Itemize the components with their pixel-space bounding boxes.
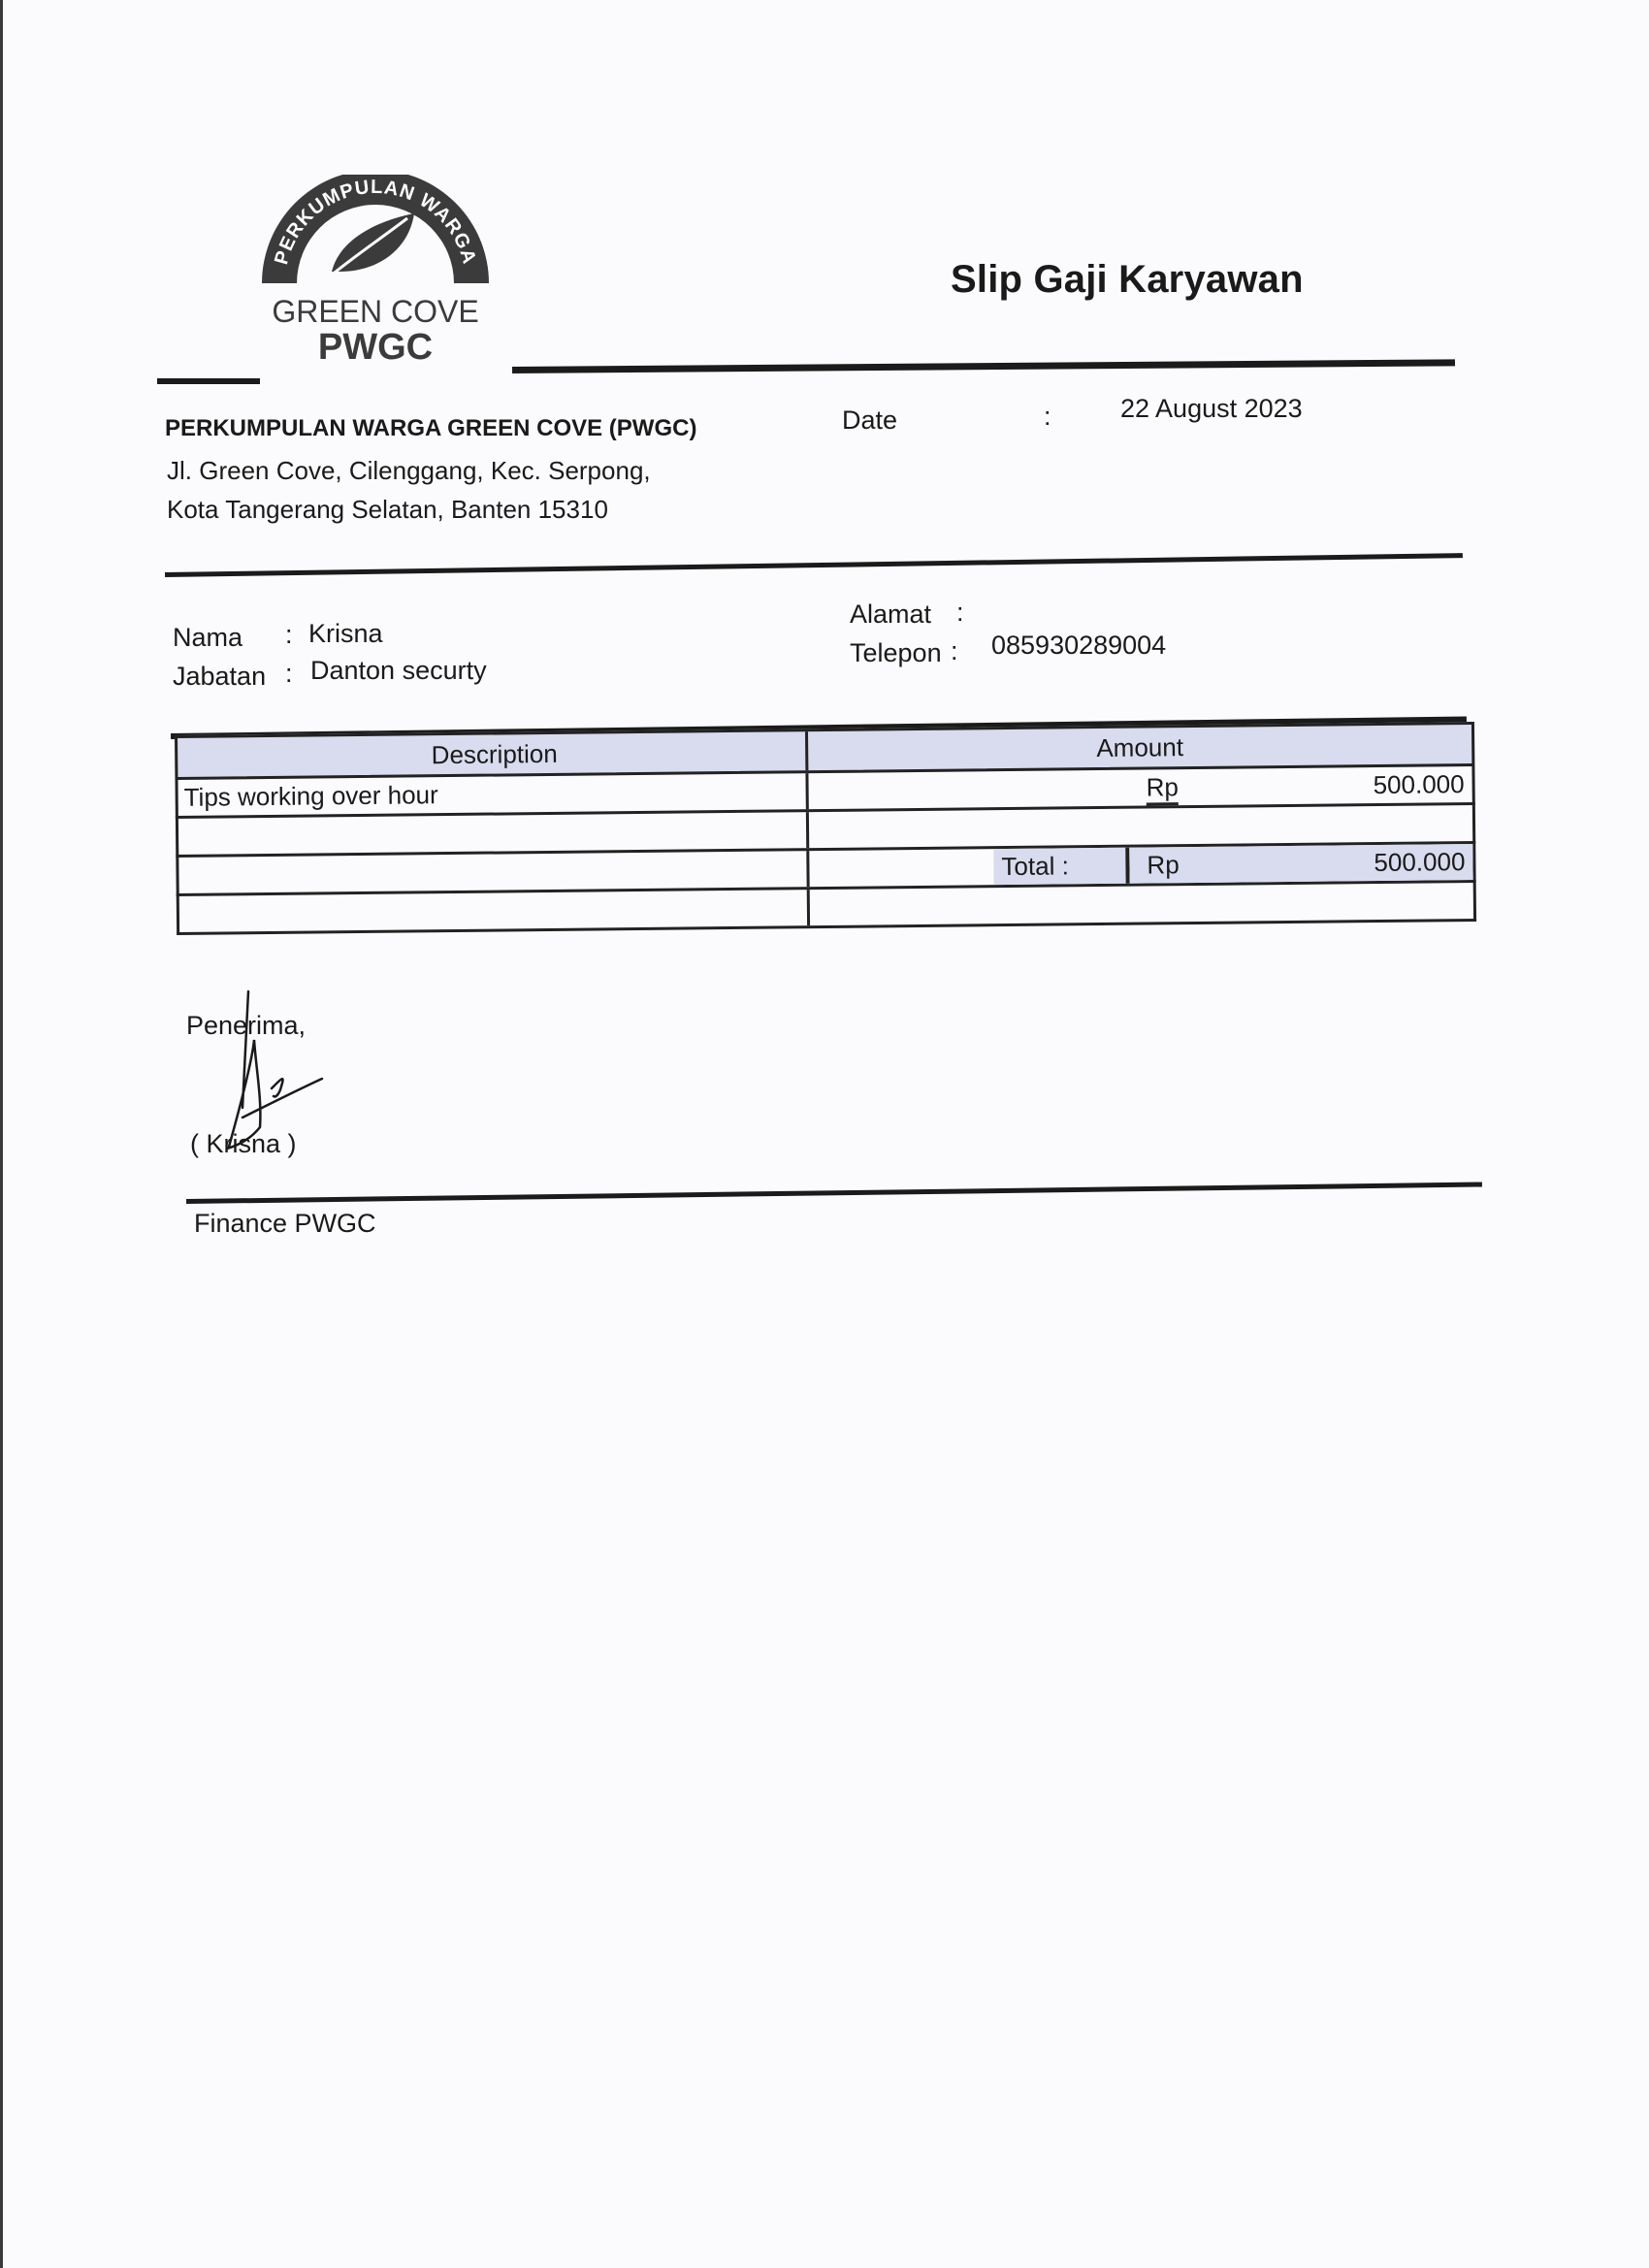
date-value: 22 August 2023: [1120, 394, 1303, 423]
employee-phone-value: 085930289004: [991, 631, 1167, 660]
rule-short-left: [157, 378, 260, 384]
row-description: [179, 890, 810, 932]
organization-name: PERKUMPULAN WARGA GREEN COVE (PWGC): [165, 415, 697, 441]
row-amount-cell: [809, 805, 1472, 848]
organization-address-line2: Kota Tangerang Selatan, Banten 15310: [167, 495, 608, 524]
row-amount-value: 500.000: [1373, 769, 1465, 800]
logo-emblem: [254, 175, 497, 369]
logo-line2: PWGC: [317, 327, 434, 368]
receiver-label: Penerima,: [186, 1011, 307, 1040]
total-currency: Rp: [1147, 850, 1180, 880]
total-amount-value: 500.000: [1374, 847, 1466, 878]
logo-arc-text: PERKUMPULAN WARGA: [271, 176, 480, 268]
rule-top: [512, 359, 1455, 373]
employee-address-label: Alamat: [850, 599, 932, 629]
employee-phone-colon: :: [951, 636, 958, 665]
row-amount-cell: [808, 766, 1471, 809]
employee-name-label: Nama: [173, 623, 243, 652]
finance-label: Finance PWGC: [194, 1209, 376, 1238]
column-header-description: Description: [178, 731, 808, 777]
employee-position-label: Jabatan: [173, 662, 267, 691]
employee-position-value: Danton securty: [310, 656, 487, 685]
employee-address-colon: :: [956, 598, 964, 627]
organization-address-line1: Jl. Green Cove, Cilenggang, Kec. Serpong,: [167, 456, 651, 485]
row-description: [178, 812, 809, 855]
column-header-amount: Amount: [1096, 732, 1184, 763]
logo-line1: GREEN COVE: [272, 294, 479, 329]
page-edge: [0, 0, 3, 2268]
rule-footer: [186, 1183, 1482, 1204]
row-amount: [1128, 766, 1471, 806]
row-currency: Rp: [1146, 769, 1179, 805]
employee-phone-label: Telepon: [850, 638, 942, 667]
salary-table: [175, 722, 1476, 935]
logo: [254, 175, 497, 369]
row-description: Tips working over hour: [178, 773, 808, 816]
total-label: Total :: [993, 848, 1129, 885]
total-amount-cell: [809, 844, 1472, 887]
leaf-icon: [324, 213, 414, 281]
total-amount: [1129, 844, 1472, 884]
date-colon: :: [1044, 402, 1051, 431]
document-title: Slip Gaji Karyawan: [951, 258, 1304, 301]
employee-name-colon: :: [285, 620, 293, 649]
employee-position-colon: :: [285, 659, 293, 688]
row-description: [178, 851, 809, 893]
date-label: Date: [842, 405, 898, 435]
rule-after-header: [165, 553, 1463, 577]
employee-name-value: Krisna: [308, 619, 383, 648]
row-amount-cell: [810, 883, 1473, 925]
receiver-name: ( Krisna ): [190, 1129, 297, 1158]
